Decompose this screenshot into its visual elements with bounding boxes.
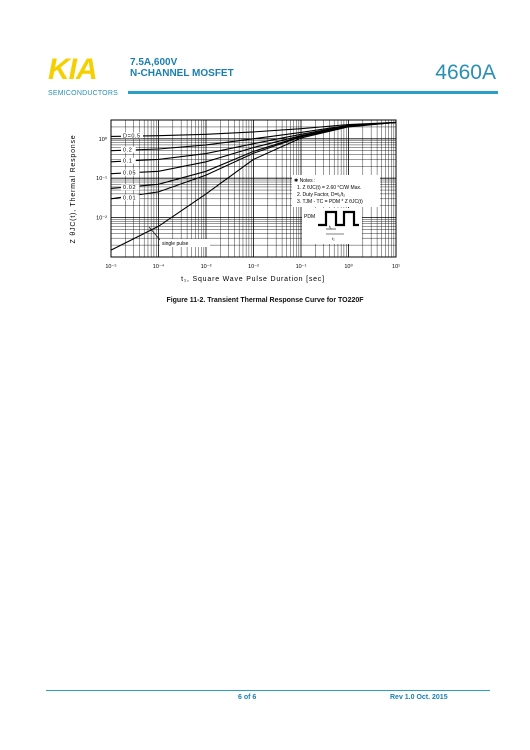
y-tick-label: 10⁻¹ (96, 176, 107, 183)
header-rule (128, 91, 498, 94)
thermal-response-figure (66, 115, 416, 295)
y-tick-label: 10⁻² (96, 215, 107, 222)
x-tick-label: 10⁻⁵ (105, 264, 117, 270)
x-tick-label: 10⁻¹ (295, 264, 307, 270)
single-pulse-label: single pulse (162, 241, 189, 247)
x-axis-label: t₁, Square Wave Pulse Duration [sec] (181, 276, 325, 283)
x-tick-label: 10⁻² (248, 264, 259, 270)
company-logo (48, 55, 118, 85)
thermal-response-chart (66, 115, 416, 295)
revision-info: Rev 1.0 Oct. 2015 (390, 694, 448, 701)
x-tick-label: 10¹ (392, 264, 400, 270)
curve-label: 0.01 (123, 195, 137, 202)
t2-label: t₂ (332, 236, 335, 241)
logo-text: KIA (48, 53, 97, 86)
footer-rule (46, 690, 490, 691)
page-number: 6 of 6 (238, 694, 257, 701)
single-pulse-pointer (149, 227, 161, 241)
curve-label: 0.1 (123, 158, 133, 165)
curve-label: D=0.5 (123, 133, 141, 140)
curve-label: 0.02 (123, 185, 137, 192)
x-tick-label: 10⁻⁴ (152, 264, 165, 270)
curve-label: 0.05 (123, 170, 137, 177)
x-tick-label: 10⁻³ (200, 264, 212, 270)
curve-label: 0.2 (123, 147, 133, 154)
logo-subtitle: SEMICONDUCTORS (48, 90, 118, 97)
product-type: N-CHANNEL MOSFET (130, 68, 234, 79)
note-2: 2. Duty Factor, D=t₁/t₂ (297, 192, 346, 198)
note-1: 1. Z θJC(t) = 2.60 °C/W Max. (297, 185, 362, 191)
y-tick-label: 10⁰ (98, 136, 107, 143)
product-title (130, 57, 234, 79)
x-tick-labels (105, 263, 400, 270)
y-tick-labels (96, 136, 108, 222)
pdm-label: PDM (304, 214, 316, 220)
note-3: 3. TJM - TC = PDM * Z θJC(t) (297, 199, 363, 205)
part-number: 4660A (435, 61, 496, 84)
notes-title: ✱ Notes : (294, 178, 316, 184)
product-rating: 7.5A,600V (130, 57, 178, 68)
y-axis-label: Z θJC(t), Thermal Response (70, 134, 77, 244)
t1-label: t₁ (329, 224, 332, 229)
x-tick-label: 10⁰ (344, 264, 353, 270)
figure-caption: Figure 11-2. Transient Thermal Response Curve for TO220F (166, 297, 364, 304)
